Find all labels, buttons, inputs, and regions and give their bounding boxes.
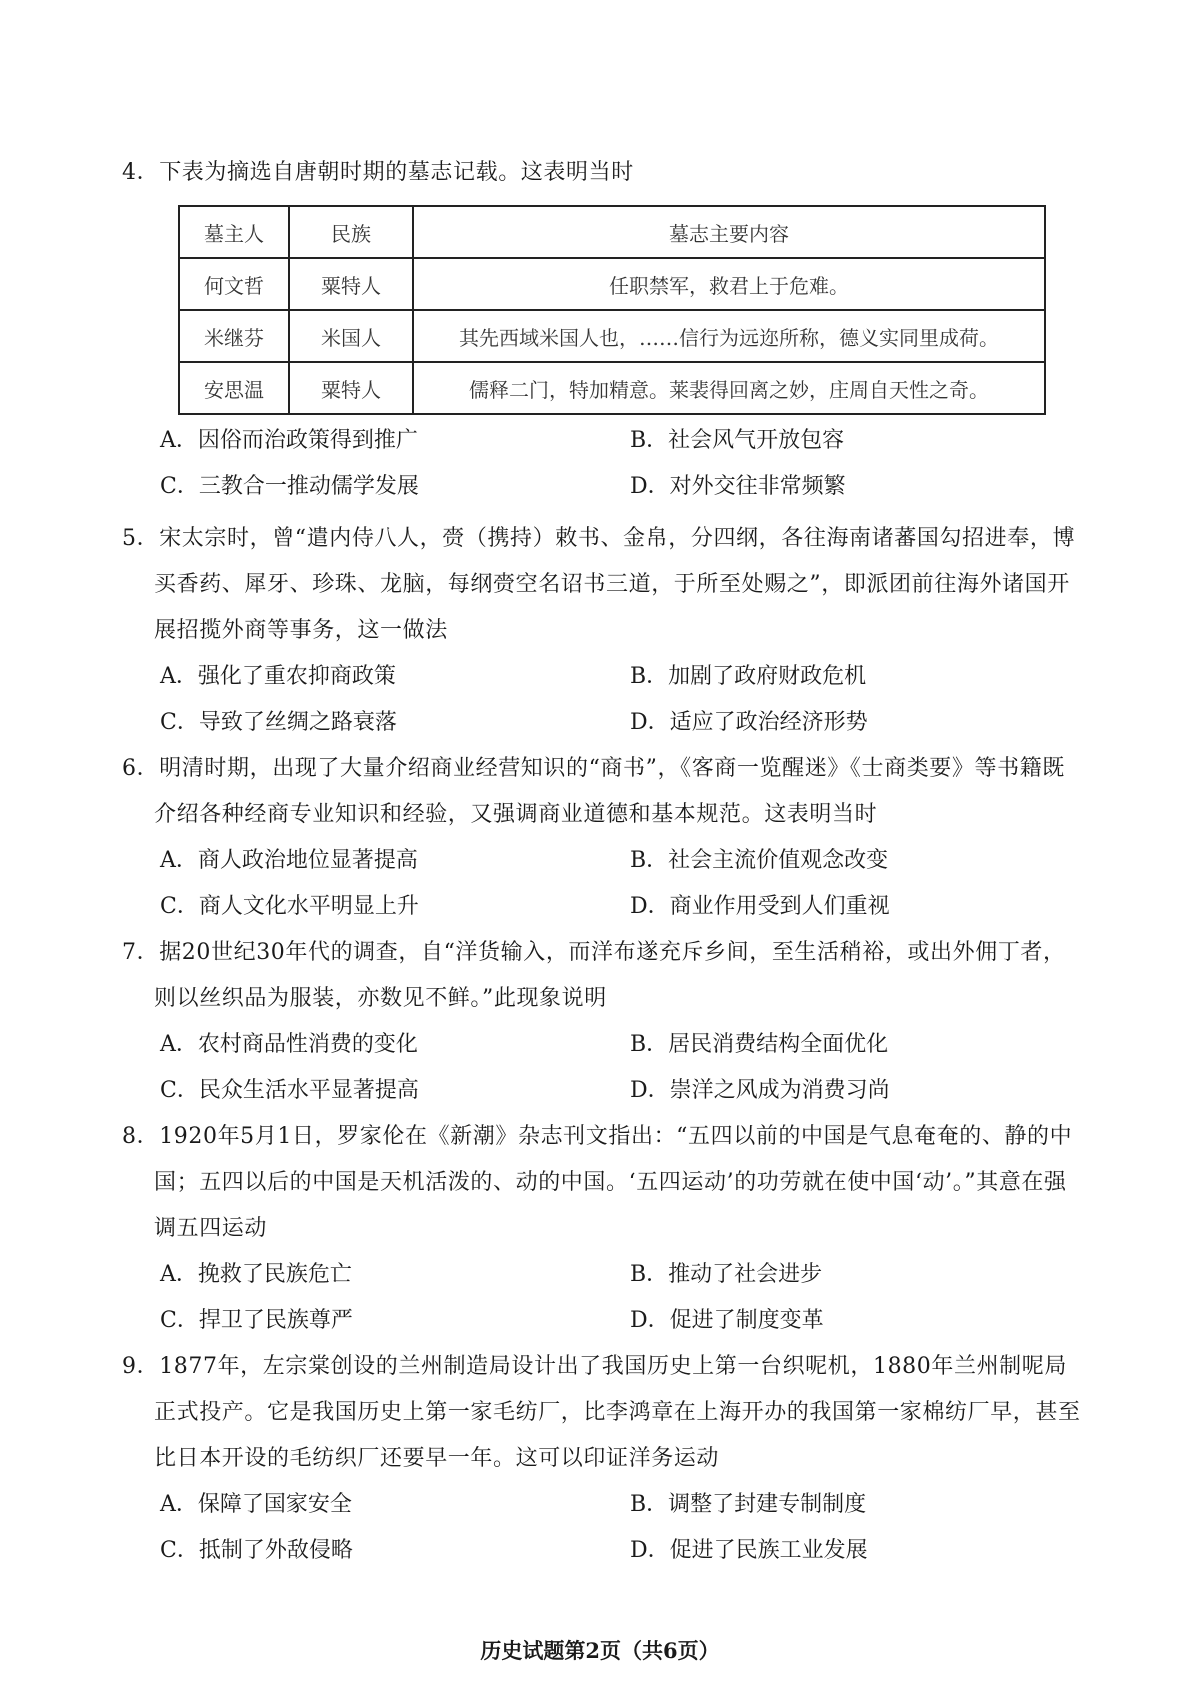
table-cell: 安思温	[179, 362, 289, 414]
option-a: A．挽救了民族危亡	[160, 1262, 352, 1287]
question-stem: 7．据20世纪30年代的调查，自“洋货输入，而洋布遂充斥乡间，至生活稍裕，或出外佣丁者，则以丝织品为服装，亦数见不鲜。”此现象说明	[122, 940, 1066, 1011]
table-header-cell: 墓志主要内容	[413, 206, 1045, 258]
table-cell: 儒释二门，特加精意。莱裴得回离之妙，庄周自天性之奇。	[413, 362, 1045, 414]
table-cell: 米国人	[289, 310, 413, 362]
question-stem: 6．明清时期，出现了大量介绍商业经营知识的“商书”，《客商一览醒迷》《士商类要》等书籍既介绍各种经商专业知识和经验，又强调商业道德和基本规范。这表明当时	[122, 756, 1065, 827]
question-8	[122, 1114, 1082, 1344]
question-6	[122, 746, 1082, 930]
option-c: C．捍卫了民族尊严	[160, 1308, 353, 1333]
table-cell: 粟特人	[289, 258, 413, 310]
table-header-row	[179, 206, 1045, 258]
question-4-options	[122, 418, 1082, 510]
question-7	[122, 930, 1082, 1114]
table-cell: 米继芬	[179, 310, 289, 362]
table-row	[179, 310, 1045, 362]
option-a: A．因俗而治政策得到推广	[160, 428, 418, 453]
option-a: A．强化了重农抑商政策	[160, 664, 396, 689]
question-stem: 9．1877年，左宗棠创设的兰州制造局设计出了我国历史上第一台织呢机，1880年兰州制呢局正式投产。它是我国历史上第一家毛纺厂，比李鸿章在上海开办的我国第一家棉纺厂早，甚至比日本开设的毛纺织厂还要早一年。这可以印证洋务运动	[122, 1354, 1081, 1471]
option-a: A．农村商品性消费的变化	[160, 1032, 418, 1057]
option-c: C．抵制了外敌侵略	[160, 1538, 353, 1563]
table-cell: 其先西域米国人也，……信行为远迩所称，德义实同里成荷。	[413, 310, 1045, 362]
option-b: B．调整了封建专制制度	[630, 1492, 867, 1517]
option-a: A．保障了国家安全	[160, 1492, 352, 1517]
epitaph-table	[178, 205, 1046, 415]
table-header-cell: 民族	[289, 206, 413, 258]
option-d: D．促进了民族工业发展	[630, 1538, 868, 1563]
option-d: D．崇洋之风成为消费习尚	[630, 1078, 890, 1103]
option-d: D．促进了制度变革	[630, 1308, 824, 1333]
option-c: C．导致了丝绸之路衰落	[160, 710, 397, 735]
option-c: C．商人文化水平明显上升	[160, 894, 419, 919]
question-4	[122, 150, 1082, 196]
question-stem: 4．下表为摘选自唐朝时期的墓志记载。这表明当时	[122, 160, 634, 185]
table-row	[179, 258, 1045, 310]
option-c: C．三教合一推动儒学发展	[160, 474, 419, 499]
option-d: D．对外交往非常频繁	[630, 474, 846, 499]
table-cell: 何文哲	[179, 258, 289, 310]
option-b: B．社会风气开放包容	[630, 428, 845, 453]
option-c: C．民众生活水平显著提高	[160, 1078, 419, 1103]
option-b: B．居民消费结构全面优化	[630, 1032, 889, 1057]
question-9	[122, 1344, 1082, 1574]
question-stem: 8．1920年5月1日，罗家伦在《新潮》杂志刊文指出：“五四以前的中国是气息奄奄的、静的中国；五四以后的中国是天机活泼的、动的中国。‘五四运动’的功劳就在使中国‘动’。”其意在强调五四运动	[122, 1124, 1073, 1241]
table-header-cell: 墓主人	[179, 206, 289, 258]
question-stem: 5．宋太宗时，曾“遣内侍八人，赍（携持）敕书、金帛，分四纲，各往海南诸蕃国勾招进奉，博买香药、犀牙、珍珠、龙脑，每纲赍空名诏书三道，于所至处赐之”，即派团前往海外诸国开展招揽外商等事务，这一做法	[122, 526, 1076, 643]
option-d: D．适应了政治经济形势	[630, 710, 868, 735]
table-cell: 任职禁军，救君上于危难。	[413, 258, 1045, 310]
option-d: D．商业作用受到人们重视	[630, 894, 890, 919]
question-5	[122, 516, 1082, 746]
option-b: B．推动了社会进步	[630, 1262, 823, 1287]
table-row	[179, 362, 1045, 414]
option-a: A．商人政治地位显著提高	[160, 848, 418, 873]
table-cell: 粟特人	[289, 362, 413, 414]
option-b: B．加剧了政府财政危机	[630, 664, 867, 689]
option-b: B．社会主流价值观念改变	[630, 848, 889, 873]
page-footer: 历史试题第2页（共6页）	[480, 1638, 720, 1663]
